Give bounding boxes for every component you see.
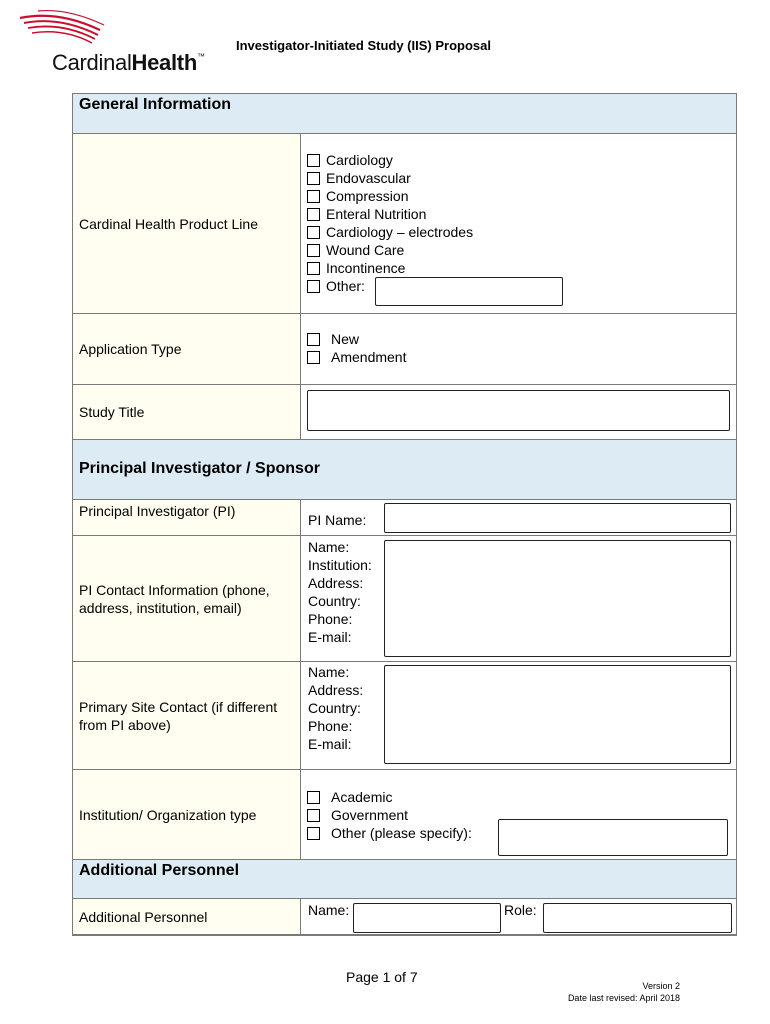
personnel-name-input[interactable] [353, 903, 501, 933]
pi-contact-label: PI Contact Information (phone, address, institution, email) [73, 536, 301, 661]
row-study-title [73, 385, 736, 440]
pi-contact-field-labels [308, 538, 372, 646]
organization-type-label: Institution/ Organization type [73, 770, 301, 859]
revision-date: Date last revised: April 2018 [567, 993, 680, 1003]
section-additional-personnel [73, 860, 736, 899]
trademark: ™ [196, 52, 205, 61]
checkbox-box[interactable] [307, 190, 320, 203]
field-label: Address: [308, 682, 364, 698]
pi-name-field-label: PI Name: [308, 512, 367, 528]
other-organization-input[interactable] [498, 819, 728, 856]
row-organization-type [73, 770, 736, 860]
section-heading: General Information [79, 96, 232, 113]
row-product-line [73, 134, 736, 314]
checkbox-academic[interactable]: Academic [307, 788, 392, 806]
checkbox-endovascular[interactable]: Endovascular [307, 169, 411, 187]
checkbox-incontinence[interactable]: Incontinence [307, 259, 405, 277]
pi-label: Principal Investigator (PI) [73, 500, 301, 535]
cardinal-health-logo-text [52, 50, 205, 76]
checkbox-box[interactable] [307, 226, 320, 239]
checkbox-enteral-nutrition[interactable]: Enteral Nutrition [307, 205, 426, 223]
additional-personnel-value [301, 899, 736, 934]
study-title-input[interactable] [307, 390, 730, 431]
checkbox-amendment[interactable]: Amendment [307, 348, 406, 366]
checkbox-other[interactable]: Other: [307, 277, 365, 295]
pi-name-value [301, 500, 736, 535]
checkbox-box[interactable] [307, 244, 320, 257]
checkbox-box[interactable] [307, 154, 320, 167]
checkbox-government[interactable]: Government [307, 806, 408, 824]
row-site-contact [73, 662, 736, 770]
version-info [568, 980, 680, 1004]
field-label: E-mail: [308, 629, 352, 645]
personnel-name-label: Name: [308, 902, 350, 918]
version-label: Version 2 [642, 981, 680, 991]
other-product-line-input[interactable] [375, 277, 563, 306]
field-label: Phone: [308, 718, 353, 734]
checkbox-wound-care[interactable]: Wound Care [307, 241, 404, 259]
organization-type-options [301, 770, 736, 859]
checkbox-new[interactable]: New [307, 330, 359, 348]
checkbox-cardiology-electrodes[interactable]: Cardiology – electrodes [307, 223, 473, 241]
proposal-form [72, 93, 737, 936]
application-type-label: Application Type [73, 314, 301, 384]
site-contact-label: Primary Site Contact (if different from PI above) [73, 662, 301, 769]
brand-regular: Cardinal [52, 50, 132, 75]
row-additional-personnel [73, 899, 736, 936]
checkbox-box[interactable] [307, 208, 320, 221]
section-principal-investigator [73, 440, 736, 500]
checkbox-box[interactable] [307, 280, 320, 293]
field-label: Country: [308, 700, 361, 716]
checkbox-box[interactable] [307, 827, 320, 840]
checkbox-box[interactable] [307, 351, 320, 364]
section-heading: Additional Personnel [79, 862, 240, 879]
field-label: Name: [308, 664, 350, 680]
row-pi-contact [73, 536, 736, 662]
personnel-role-input[interactable] [543, 903, 732, 933]
site-contact-input[interactable] [384, 665, 731, 764]
application-type-options [301, 314, 736, 384]
study-title-label: Study Title [73, 385, 301, 439]
pi-contact-value [301, 536, 736, 661]
site-contact-value [301, 662, 736, 769]
product-line-options [301, 134, 736, 313]
checkbox-box[interactable] [307, 333, 320, 346]
pi-name-input[interactable] [384, 503, 731, 533]
checkbox-compression[interactable]: Compression [307, 187, 408, 205]
checkbox-cardiology[interactable]: Cardiology [307, 151, 393, 169]
row-pi-name [73, 500, 736, 536]
product-line-label: Cardinal Health Product Line [73, 134, 301, 313]
field-label: Address: [308, 575, 364, 591]
checkbox-box[interactable] [307, 791, 320, 804]
row-application-type [73, 314, 736, 385]
field-label: E-mail: [308, 736, 352, 752]
section-general-information [73, 94, 736, 134]
document-title: Investigator-Initiated Study (IIS) Proposal [236, 38, 491, 53]
field-label: Institution: [308, 557, 372, 573]
field-label: Country: [308, 593, 361, 609]
personnel-role-label: Role: [504, 902, 537, 918]
checkbox-box[interactable] [307, 172, 320, 185]
checkbox-box[interactable] [307, 809, 320, 822]
site-contact-field-labels [308, 663, 363, 753]
checkbox-box[interactable] [307, 262, 320, 275]
study-title-value [301, 385, 736, 439]
field-label: Name: [308, 539, 350, 555]
field-label: Phone: [308, 611, 353, 627]
section-heading: Principal Investigator / Sponsor [79, 460, 320, 477]
brand-bold: Health [131, 50, 197, 75]
additional-personnel-label: Additional Personnel [73, 899, 301, 934]
page-number: Page 1 of 7 [346, 969, 418, 985]
pi-contact-input[interactable] [384, 540, 731, 657]
checkbox-other-org[interactable]: Other (please specify): [307, 824, 472, 842]
